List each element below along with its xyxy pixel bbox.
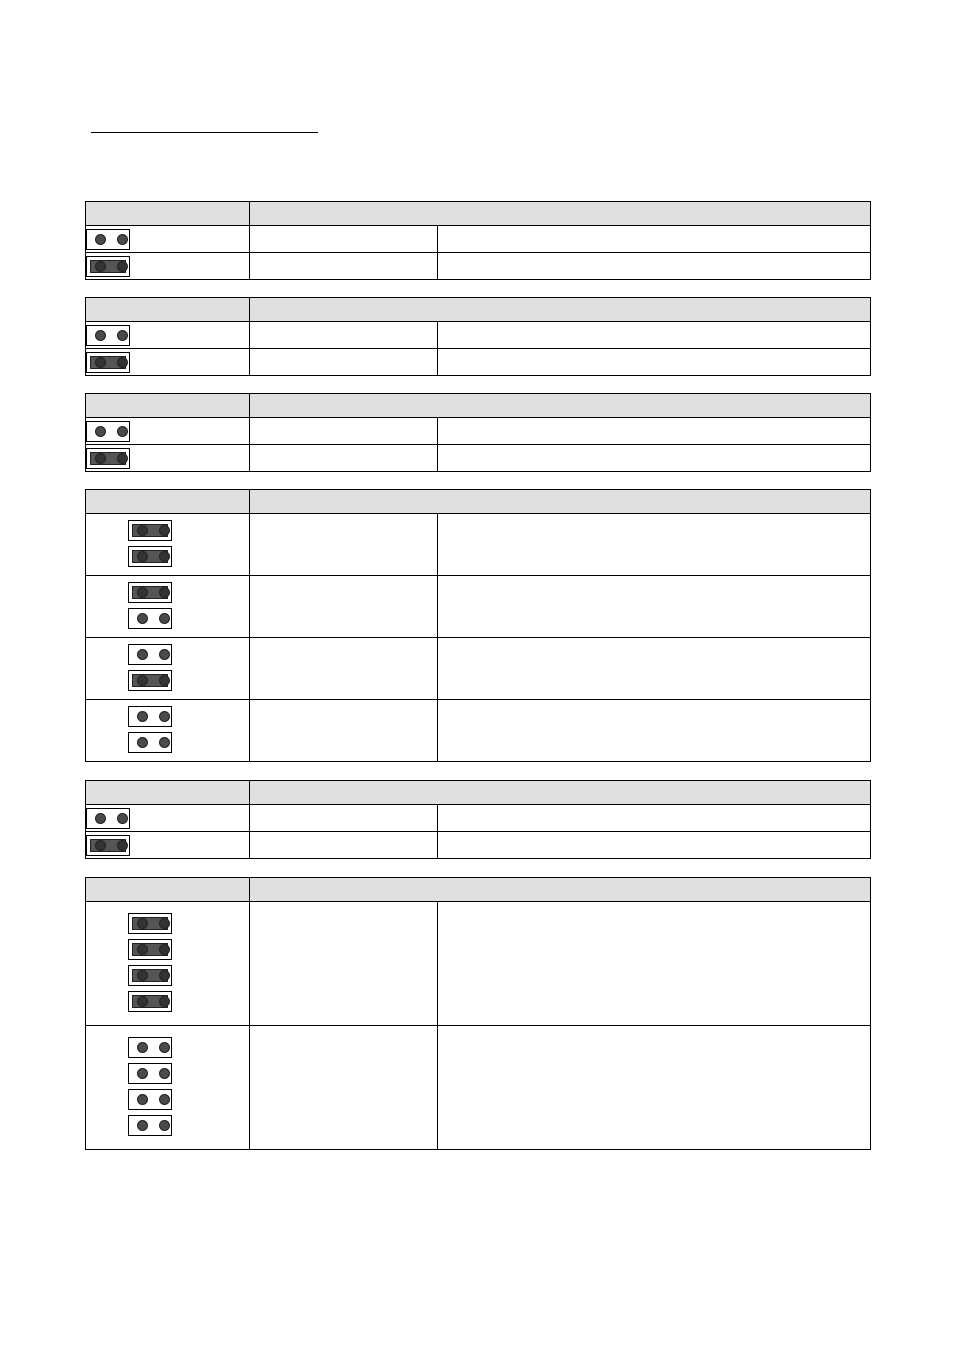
description-cell [438, 226, 871, 253]
jumper-closed-icon [128, 965, 172, 986]
jumper-closed-icon [86, 835, 130, 856]
header-setting [86, 781, 250, 805]
jumper-cell [86, 576, 250, 638]
jumper-closed-icon [86, 256, 130, 277]
jumper-open-icon [86, 421, 130, 442]
jumper-open-icon [128, 1089, 172, 1110]
jumper-open-icon [128, 1115, 172, 1136]
jumper-closed-icon [128, 546, 172, 567]
jumper-table [85, 393, 871, 472]
jumper-closed-icon [128, 520, 172, 541]
header-function [250, 298, 871, 322]
setting-cell [250, 700, 438, 762]
setting-cell [250, 253, 438, 280]
table-row [86, 805, 871, 832]
jumper-table [85, 489, 871, 762]
table-header-row [86, 878, 871, 902]
jumper-cell [86, 418, 250, 445]
description-cell [438, 349, 871, 376]
table-row [86, 445, 871, 472]
table-row [86, 902, 871, 1026]
jumper-cell [86, 1026, 250, 1150]
setting-cell [250, 1026, 438, 1150]
description-cell [438, 253, 871, 280]
jumper-cell [86, 902, 250, 1026]
jumper-closed-icon [128, 913, 172, 934]
jumper-cell [86, 226, 250, 253]
header-setting [86, 202, 250, 226]
setting-cell [250, 832, 438, 859]
header-setting [86, 490, 250, 514]
table-header-row [86, 202, 871, 226]
table-header-row [86, 490, 871, 514]
description-cell [438, 576, 871, 638]
table-row [86, 253, 871, 280]
jumper-cell [86, 638, 250, 700]
header-function [250, 878, 871, 902]
table-row [86, 226, 871, 253]
setting-cell [250, 445, 438, 472]
jumper-cell [86, 832, 250, 859]
setting-cell [250, 418, 438, 445]
table-row [86, 1026, 871, 1150]
jumper-open-icon [128, 644, 172, 665]
header-function [250, 781, 871, 805]
table-row [86, 349, 871, 376]
jumper-closed-icon [128, 991, 172, 1012]
jumper-open-icon [128, 1063, 172, 1084]
jumper-cell [86, 514, 250, 576]
description-cell [438, 514, 871, 576]
description-cell [438, 902, 871, 1026]
setting-cell [250, 349, 438, 376]
table-header-row [86, 781, 871, 805]
jumper-open-icon [128, 706, 172, 727]
jumper-closed-icon [86, 448, 130, 469]
jumper-cell [86, 253, 250, 280]
jumper-table [85, 780, 871, 859]
jumper-open-icon [86, 808, 130, 829]
table-row [86, 832, 871, 859]
table-row [86, 700, 871, 762]
jumper-cell [86, 805, 250, 832]
table-row [86, 576, 871, 638]
table-header-row [86, 298, 871, 322]
jumper-closed-icon [128, 582, 172, 603]
description-cell [438, 805, 871, 832]
jumper-table [85, 877, 871, 1150]
jumper-open-icon [86, 325, 130, 346]
setting-cell [250, 514, 438, 576]
jumper-closed-icon [128, 939, 172, 960]
setting-cell [250, 638, 438, 700]
jumper-cell [86, 322, 250, 349]
setting-cell [250, 226, 438, 253]
table-header-row [86, 394, 871, 418]
jumper-cell [86, 445, 250, 472]
header-setting [86, 298, 250, 322]
description-cell [438, 1026, 871, 1150]
setting-cell [250, 322, 438, 349]
jumper-open-icon [86, 229, 130, 250]
header-function [250, 490, 871, 514]
setting-cell [250, 805, 438, 832]
jumper-closed-icon [128, 670, 172, 691]
header-setting [86, 878, 250, 902]
table-row [86, 322, 871, 349]
jumper-open-icon [128, 1037, 172, 1058]
jumper-cell [86, 700, 250, 762]
header-setting [86, 394, 250, 418]
jumper-closed-icon [86, 352, 130, 373]
setting-cell [250, 576, 438, 638]
jumper-table [85, 297, 871, 376]
section-heading-underline [91, 132, 318, 133]
setting-cell [250, 902, 438, 1026]
description-cell [438, 700, 871, 762]
jumper-open-icon [128, 608, 172, 629]
jumper-table [85, 201, 871, 280]
table-row [86, 638, 871, 700]
description-cell [438, 418, 871, 445]
description-cell [438, 832, 871, 859]
header-function [250, 202, 871, 226]
table-row [86, 514, 871, 576]
header-function [250, 394, 871, 418]
jumper-cell [86, 349, 250, 376]
description-cell [438, 638, 871, 700]
description-cell [438, 445, 871, 472]
table-row [86, 418, 871, 445]
jumper-open-icon [128, 732, 172, 753]
description-cell [438, 322, 871, 349]
